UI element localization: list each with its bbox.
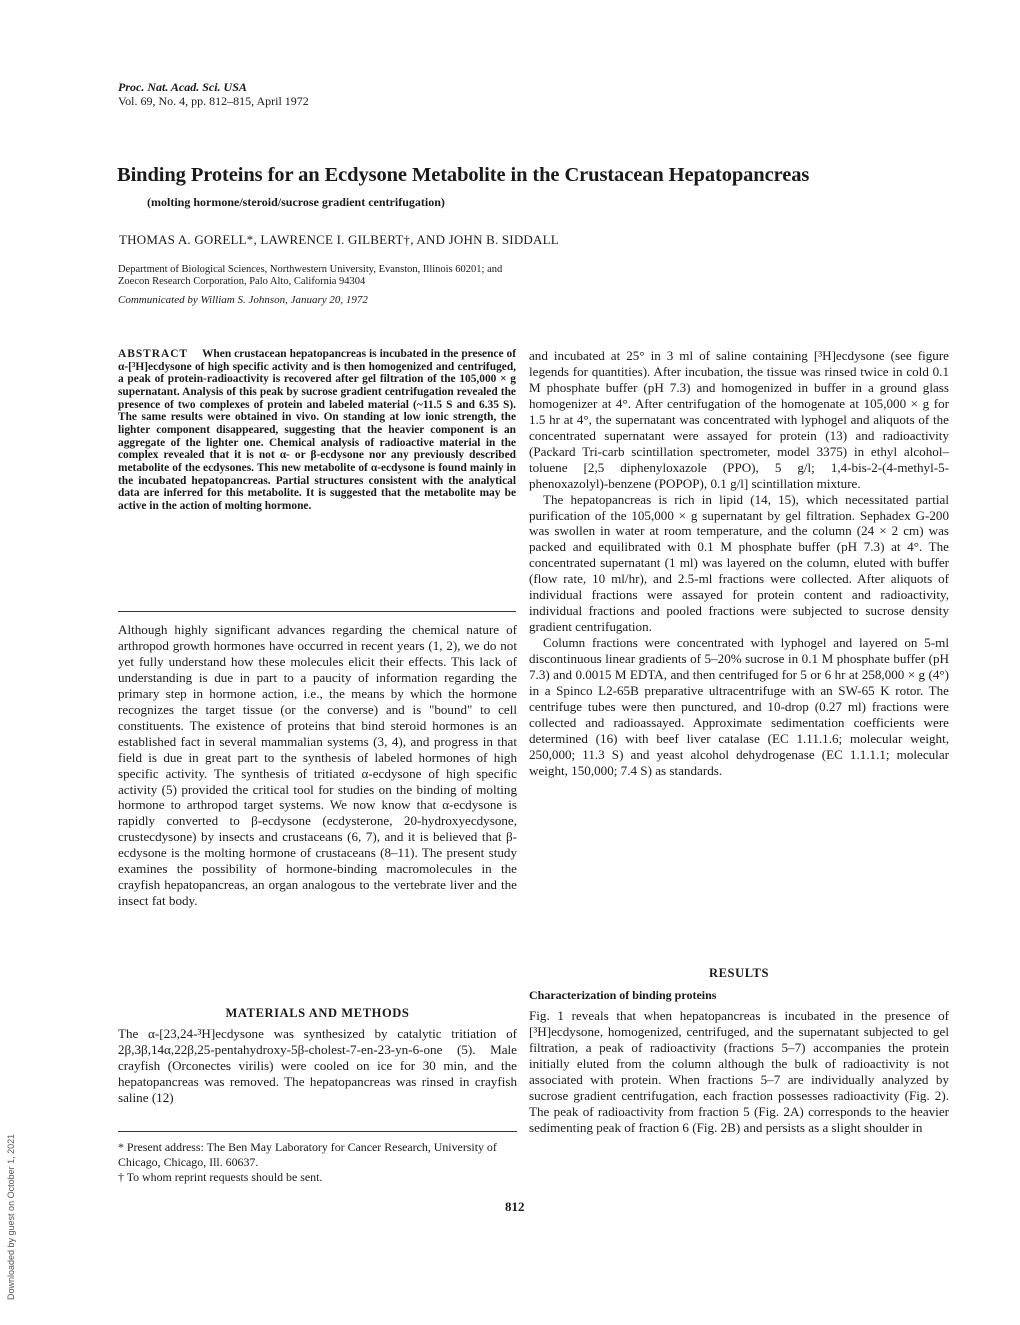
methods-paragraph-1: [118, 1026, 517, 1106]
journal-name: Proc. Nat. Acad. Sci. USA: [118, 80, 247, 94]
affiliation-line-1: Department of Biological Sciences, Northwestern University, Evanston, Illinois 60201; and: [118, 264, 503, 275]
paper-authors: THOMAS A. GORELL*, LAWRENCE I. GILBERT†, AND JOHN B. SIDDALL: [119, 232, 559, 247]
methods-p2: and incubated at 25° in 3 ml of saline containing [³H]ecdysone (see figure legends for quantities). After incubation, the tissue was rinsed twice in cold 0.1 M phosphate buffer (pH 7.3) and homogenized in buffer in a ground glass homogenizer at 4°. After centrifugation of the homogenate at 105,000 × g for 1.5 hr at 4°, the supernatant was concentrated with lyphogel and aliquots of the concentrated supernatant were assayed for protein (13) and radioactivity (Packard Tri-carb scintillation spectrometer, model 3375) in ethyl alcohol–toluene [2,5 diphenyloxazole (PPO), 5 g/l; 1,4-bis-2-(4-methyl-5-phenoxazolyl)-benzene (POPOP), 0.1 g/l] scintillation mixture.: [529, 348, 949, 491]
abstract-divider: [118, 611, 516, 612]
introduction: [118, 622, 517, 909]
affiliation: [118, 264, 502, 288]
page-number: 812: [505, 1199, 525, 1214]
methods-heading: MATERIALS AND METHODS: [225, 1006, 410, 1020]
footnotes: [118, 1140, 517, 1185]
journal-header: [118, 80, 309, 108]
footnote-divider: [118, 1131, 517, 1132]
intro-paragraph: Although highly significant advances regarding the chemical nature of arthropod growth hormones have occurred in recent years (1, 2), we do not yet fully understand how these molecules elicit their effects. This lack of understanding is due in part to a paucity of information regarding the primary step in hormone action, i.e., the means by which the hormone recognizes the target tissue (or the converse) and is "bound" to cell constituents. The existence of proteins that bind steroid hormones is an established fact in several mammalian systems (3, 4), and progress in that field is due in great part to the synthesis of labeled hormones of high specific activity. The synthesis of tritiated α-ecdysone of high specific activity (5) provided the critical tool for studies on the binding of molting hormone to arthropod target systems. We now know that α-ecdysone is rapidly converted to β-ecdysone (ecdysterone, 20-hydroxyecdysone, crustecdysone) by insects and crustaceans (6, 7), and it is believed that β-ecdysone is the molting hormone of crustaceans (8–11). The present study examines the possibility of hormone-binding macromolecules in the crayfish hepatopancreas, an organ analogous to the vertebrate liver and the insect fat body.: [118, 622, 517, 909]
download-watermark: Downloaded by guest on October 1, 2021: [6, 1133, 16, 1300]
paper-title: Binding Proteins for an Ecdysone Metabolite in the Crustacean Hepatopancreas: [117, 164, 810, 186]
abstract: [118, 348, 516, 513]
abstract-text: When crustacean hepatopancreas is incubated in the presence of α-[³H]ecdysone of high specific activity and is then homogenized and centrifuged, a peak of protein-radioactivity is recovered after gel filtration of the 105,000 × g supernatant. Analysis of this peak by sucrose gradient centrifugation revealed the presence of two complexes of protein and labeled material (~11.5 S and 6.35 S). The same results were obtained in vivo. On standing at low ionic strength, the lighter component disappeared, suggesting that the heavier component is an aggregate of the lighter one. Chemical analysis of radioactive material in the complex revealed that it is not α- or β-ecdysone nor any previously described metabolite of the ecdysones. This new metabolite of α-ecdysone is found mainly in the incubated hepatopancreas. Partial structures consistent with the analytical data are inferred for this metabolite. It is suggested that the metabolite may be active in the action of molting hormone.: [118, 348, 516, 512]
abstract-label: ABSTRACT: [118, 348, 189, 360]
results-heading: RESULTS: [708, 966, 770, 980]
results-p1: Fig. 1 reveals that when hepatopancreas is incubated in the presence of [³H]ecdysone, homogenized, centrifuged, and the supernatant subjected to gel filtration, a peak of radioactivity (fractions 5–7) accompanies the protein initially eluted from the column although the bulk of radioactivity is not associated with protein. When fractions 5–7 are individually analyzed by sucrose gradient centrifugation, each fraction possesses radioactivity (Fig. 2). The peak of radioactivity from fraction 5 (Fig. 2A) corresponds to the heavier sedimenting peak of fraction 6 (Fig. 2B) and persists as a slight shoulder in: [529, 1008, 949, 1135]
affiliation-line-2: Zoecon Research Corporation, Palo Alto, California 94304: [118, 276, 366, 287]
journal-citation: Vol. 69, No. 4, pp. 812–815, April 1972: [118, 94, 309, 108]
paper-keywords: (molting hormone/steroid/sucrose gradient centrifugation): [147, 195, 445, 209]
methods-continued: [529, 348, 949, 779]
results-paragraph: [529, 1008, 949, 1136]
methods-p4: Column fractions were concentrated with lyphogel and layered on 5-ml discontinuous linear gradients of 5–20% sucrose in 0.1 M phosphate buffer (pH 7.3) and 0.0015 M EDTA, and then centrifuged for 5 or 6 hr at 258,000 × g (4°) in a Spinco L2-65B preparative ultracentrifuge with an SW-65 K rotor. The centrifuge tubes were then punctured, and 10-drop (0.27 ml) fractions were collected and radioassayed. Approximate sedimentation coefficients were determined (16) with beef liver catalase (EC 1.11.1.6; molecular weight, 250,000; 11.3 S) and yeast alcohol dehydrogenase (EC 1.1.1.1; molecular weight, 150,000; 7.4 S) as standards.: [529, 635, 949, 778]
footnote-2: † To whom reprint requests should be sent.: [118, 1170, 323, 1184]
communicated-by: Communicated by William S. Johnson, January 20, 1972: [118, 294, 368, 306]
methods-p1: The α-[23,24-³H]ecdysone was synthesized by catalytic tritiation of 2β,3β,14α,22β,25-pentahydroxy-5β-cholest-7-en-23-yn-6-one (5). Male crayfish (Orconectes virilis) were cooled on ice for 30 min, and the hepatopancreas was removed. The hepatopancreas was rinsed in crayfish saline (12): [118, 1026, 517, 1105]
results-subheading: Characterization of binding proteins: [529, 988, 717, 1002]
footnote-1: * Present address: The Ben May Laboratory for Cancer Research, University of Chicago, Chicago, Ill. 60637.: [118, 1140, 497, 1169]
methods-p3: The hepatopancreas is rich in lipid (14, 15), which necessitated partial purification of the 105,000 × g supernatant by gel filtration. Sephadex G-200 was swollen in water at room temperature, and the column (24 × 2 cm) was packed and equilibrated with 0.1 M phosphate buffer (pH 7.3) at 4°. The concentrated supernatant (1 ml) was layered on the column, eluted with buffer (flow rate, 10 ml/hr), and 2.5-ml fractions were collected. After aliquots of individual fractions were assayed for protein content and radioactivity, individual fractions and pooled fractions were subjected to sucrose density gradient centrifugation.: [529, 491, 949, 635]
